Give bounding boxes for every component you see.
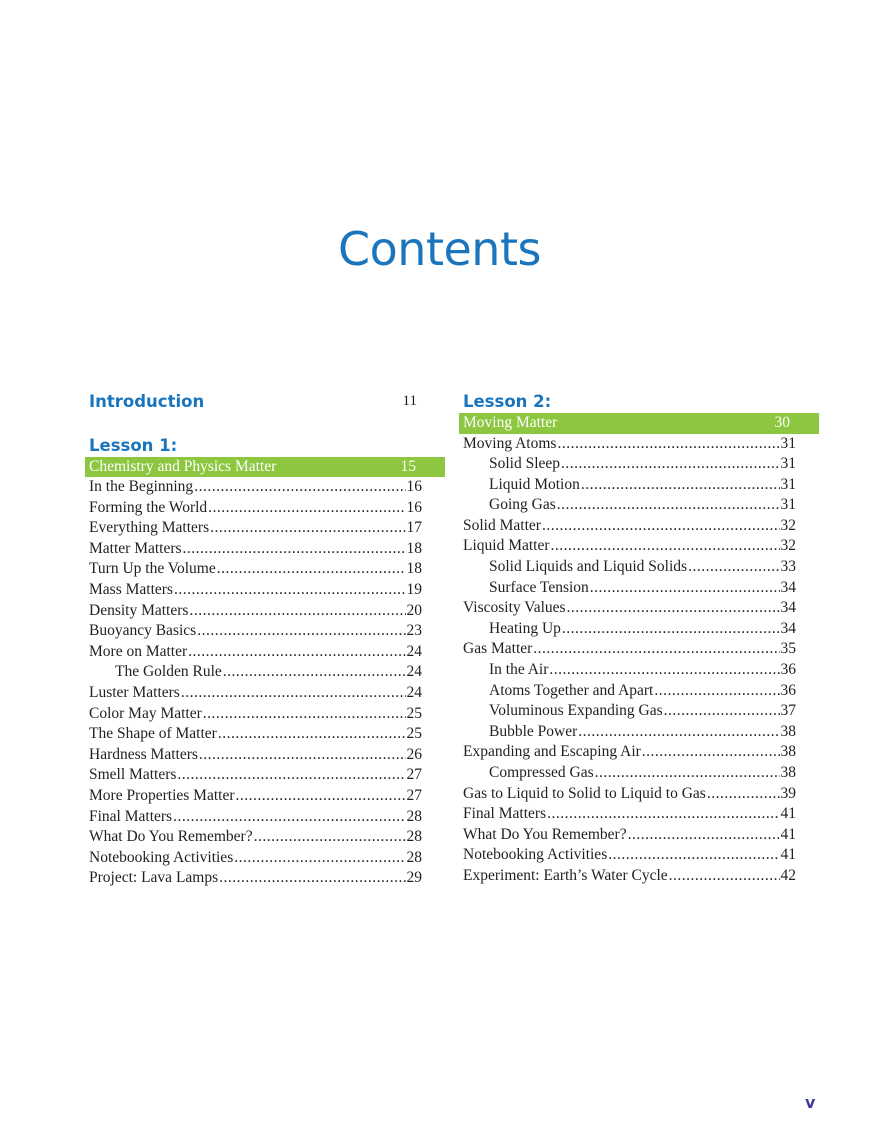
toc-entry[interactable]: Final Matters ..... 28 (85, 807, 422, 828)
toc-entry[interactable]: Project: Lava Lamps ..... 29 (85, 868, 422, 889)
toc-heading-lesson-2: Lesson 2: (463, 392, 552, 411)
toc-entry[interactable]: Experiment: Earth’s Water Cycle ..... 42 (459, 866, 796, 887)
toc-subentry[interactable]: Bubble Power ..... 38 (459, 722, 796, 743)
toc-entry[interactable]: Buoyancy Basics ..... 23 (85, 621, 422, 642)
toc-entry[interactable]: Gas to Liquid to Solid to Liquid to Gas ..... 39 (459, 784, 796, 805)
toc-entry[interactable]: Notebooking Activities ..... 28 (85, 848, 422, 869)
toc-entry[interactable]: Luster Matters ..... 24 (85, 683, 422, 704)
toc-entry[interactable]: Notebooking Activities ..... 41 (459, 845, 796, 866)
toc-entry[interactable]: Viscosity Values ..... 34 (459, 598, 796, 619)
introduction-label: Introduction (89, 392, 205, 411)
toc-subentry[interactable]: Liquid Motion ..... 31 (459, 475, 796, 496)
toc-column-right (459, 390, 819, 887)
band-page: 30 (774, 414, 790, 431)
toc-band-lesson-1[interactable] (85, 457, 445, 478)
toc-entry[interactable]: Expanding and Escaping Air ..... 38 (459, 742, 796, 763)
band-label: Chemistry and Physics Matter (89, 457, 277, 475)
band-label: Moving Matter (463, 414, 558, 431)
toc-entry[interactable]: In the Beginning ..... 16 (85, 477, 422, 498)
toc-entry[interactable]: What Do You Remember? ..... 41 (459, 825, 796, 846)
toc-subentry[interactable]: Heating Up ..... 34 (459, 619, 796, 640)
page-number: v (805, 1093, 816, 1112)
toc-heading-lesson-1: Lesson 1: (89, 435, 178, 455)
toc-subentry[interactable]: The Golden Rule ..... 24 (85, 662, 422, 683)
toc-entry[interactable]: Moving Atoms ..... 31 (459, 434, 796, 455)
toc-entry[interactable]: Forming the World ..... 16 (85, 498, 422, 519)
toc-entry[interactable]: Hardness Matters ..... 26 (85, 745, 422, 766)
toc-entry[interactable]: Solid Matter ..... 32 (459, 516, 796, 537)
toc-subentry[interactable]: In the Air ..... 36 (459, 660, 796, 681)
toc-entry[interactable]: Turn Up the Volume ..... 18 (85, 559, 422, 580)
introduction-page: 11 (402, 393, 417, 409)
toc-entry[interactable]: Gas Matter ..... 35 (459, 639, 796, 660)
page-title: Contents (338, 222, 541, 276)
toc-entry[interactable]: Color May Matter ..... 25 (85, 704, 422, 725)
toc-entry[interactable]: Final Matters ..... 41 (459, 804, 796, 825)
toc-entry[interactable]: Everything Matters ..... 17 (85, 518, 422, 539)
toc-entry[interactable]: The Shape of Matter ..... 25 (85, 724, 422, 745)
toc-entry[interactable]: Liquid Matter ..... 32 (459, 536, 796, 557)
toc-entry[interactable]: What Do You Remember? ..... 28 (85, 827, 422, 848)
toc-subentry[interactable]: Going Gas ..... 31 (459, 495, 796, 516)
band-page: 15 (400, 457, 416, 475)
toc-entry[interactable]: More on Matter ..... 24 (85, 642, 422, 663)
toc-subentry[interactable]: Atoms Together and Apart ..... 36 (459, 681, 796, 702)
toc-subentry[interactable]: Solid Sleep ..... 31 (459, 454, 796, 475)
toc-subentry[interactable]: Compressed Gas ..... 38 (459, 763, 796, 784)
toc-band-lesson-2[interactable] (459, 413, 819, 434)
toc-subentry[interactable]: Solid Liquids and Liquid Solids ..... 33 (459, 557, 796, 578)
toc-entry[interactable]: More Properties Matter ..... 27 (85, 786, 422, 807)
toc-entry[interactable]: Smell Matters ..... 27 (85, 765, 422, 786)
toc-subentry[interactable]: Voluminous Expanding Gas ..... 37 (459, 701, 796, 722)
toc-entry[interactable]: Matter Matters ..... 18 (85, 539, 422, 560)
toc-heading-introduction[interactable] (85, 390, 445, 413)
toc-entry[interactable]: Mass Matters ..... 19 (85, 580, 422, 601)
toc-subentry[interactable]: Surface Tension ..... 34 (459, 578, 796, 599)
toc-entry[interactable]: Density Matters ..... 20 (85, 601, 422, 622)
toc-column-left (85, 390, 445, 889)
